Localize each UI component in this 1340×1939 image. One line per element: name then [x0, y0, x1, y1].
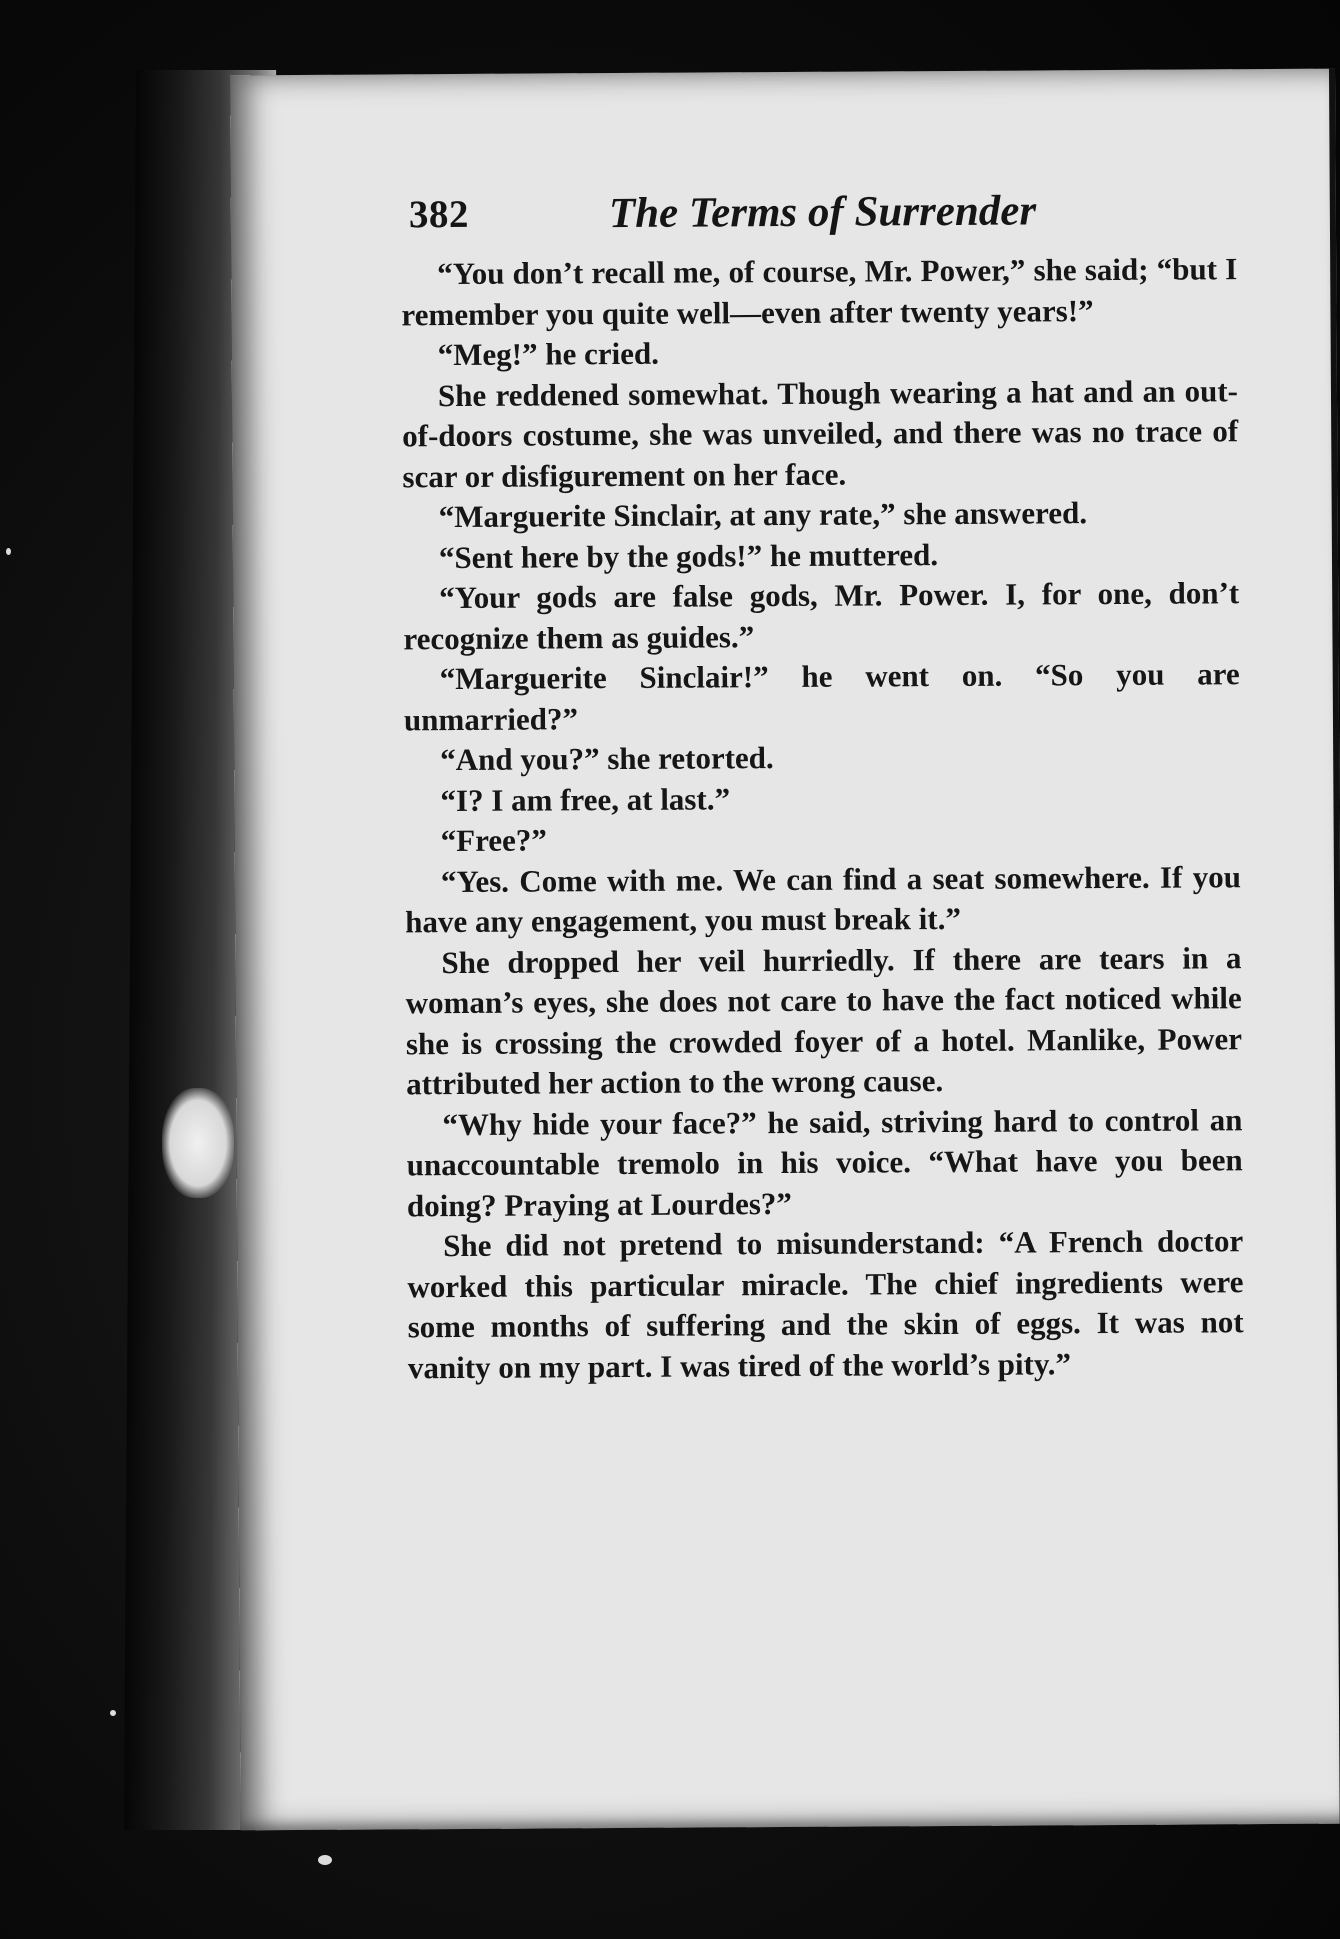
body-text [401, 249, 1244, 1388]
running-title: The Terms of Surrender [608, 187, 1037, 238]
paragraph: She reddened somewhat. Though wearing a hat and an out-of-doors costume, she was unveiled, and there was no trace of scar or disfigurement on her face. [402, 372, 1239, 494]
dust-speck [110, 1710, 116, 1716]
paragraph: “Free?” [440, 822, 547, 859]
paragraph: “And you?” she retorted. [440, 740, 774, 778]
paragraph: “I? I am free, at last.” [440, 780, 731, 818]
paragraph: “Your gods are false gods, Mr. Power. I, for one, don’t recognize them as guides.” [403, 575, 1240, 656]
paragraph: “Why hide your face?” he said, striving hard to control an unaccountable tremolo in his voice. “What have you been doing? Praying at Lourdes?” [406, 1101, 1243, 1223]
dust-speck [318, 1855, 332, 1865]
page-number: 382 [408, 192, 469, 237]
paragraph: She dropped her veil hurriedly. If there are tears in a woman’s eyes, she does not care to have the fact noticed while she is crossing the crowded foyer of a hotel. Manlike, Power attributed her action to the wrong cause. [405, 939, 1243, 1102]
paragraph: “You don’t recall me, of course, Mr. Power,” she said; “but I remember you quite well—even after twenty years!” [401, 251, 1238, 332]
paragraph: “Meg!” he cried. [437, 335, 660, 373]
paper-blemish [162, 1088, 234, 1198]
paragraph: “Marguerite Sinclair!” he went on. “So you are unmarried?” [403, 656, 1240, 737]
paragraph: “Yes. Come with me. We can find a seat somewhere. If you have any engagement, you must break it.” [405, 858, 1242, 940]
dust-speck [6, 548, 11, 555]
paragraph: “Sent here by the gods!” he muttered. [438, 536, 939, 575]
paragraph: She did not pretend to misunderstand: “A French doctor worked this particular miracle. The chief ingredients were some months of suffering and the skin of eggs. It was not vanity on my part. I was tired of the world’s pity.” [407, 1223, 1244, 1385]
paragraph: “Marguerite Sinclair, at any rate,” she answered. [438, 495, 1088, 535]
book-page [230, 69, 1340, 1831]
